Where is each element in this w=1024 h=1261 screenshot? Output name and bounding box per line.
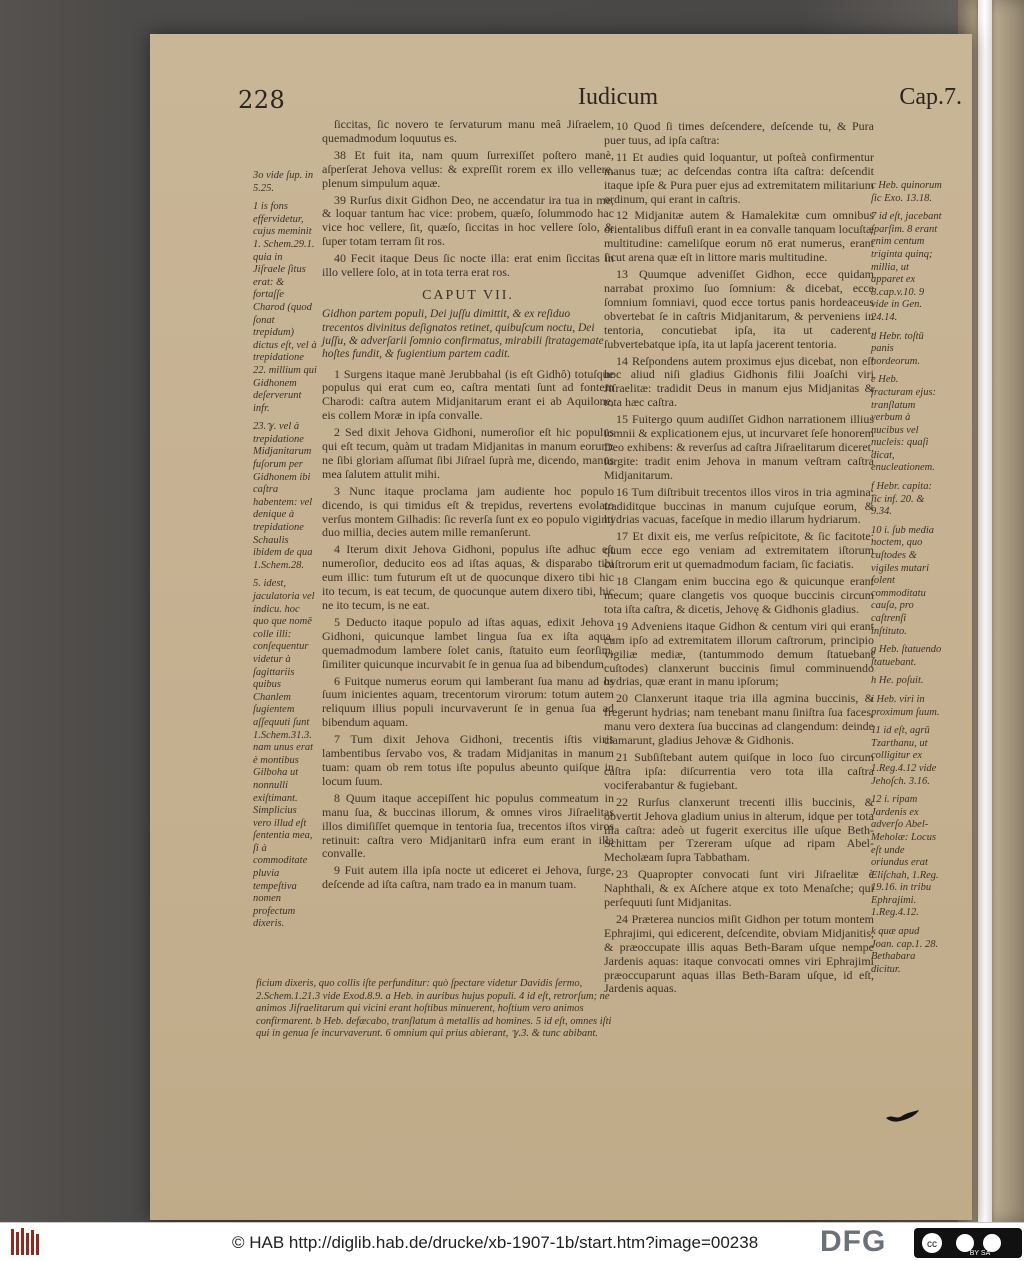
left-text-column	[322, 118, 614, 895]
scanned-page	[150, 34, 972, 1220]
verse-paragraph: ſiccitas, ſic novero te ſervaturum manu meâ Jiſraelem, quemadmodum loquutus es.	[322, 117, 614, 145]
verse-paragraph: 7 Tum dixit Jehova Gidhoni, trecentis iſtis viris lambentibus ſervabo vos, & tradam Midjanitas in manum tuam: quam ob rem totus iſte populus abeunto quiſque in locum ſuum.	[322, 732, 614, 788]
verse-paragraph: 22 Rurſus clanxerunt trecenti illis buccinis, & obvertit Jehova gladium unius in alterum, idque per tota illa caſtra: adeò ut fugerit exercitus ille uſque Beth-Schittam per Tzereram uſque ad ripam Abel-Mecholæam ſupra Tabbatham.	[604, 794, 874, 865]
dfg-logo: DFG	[820, 1225, 887, 1258]
hab-library-icon	[10, 1227, 44, 1257]
viewer-footer	[0, 1222, 1024, 1261]
left-margin-notes	[253, 170, 317, 937]
margin-note: f Hebr. capita: ſic inf. 20. & 9.34.	[871, 481, 932, 518]
verse-paragraph: 5 Deducto itaque populo ad iſtas aquas, edixit Jehova Gidhoni, quicunque lambet lingua ſua ex iſta aqua, quemadmodum lambere ſolet canis, ſtatuito eum ſeorſim, ſimiliter quicunque incurvabit ſe in genua ſua ad bibendum.	[322, 614, 614, 671]
verse-paragraph: 24 Præterea nuncios miſit Gidhon per totum montem Ephrajimi, qui edicerent, deſcendite, obviam Midjanitis, & præoccupate illis aquas Beth-Baram uſque nempe Jardenis aquas: itaque convocati omnes viri Ephrajimi præoccuparunt aquas illas Beth-Baram uſque, id eſt, Jardenis aquas.	[604, 911, 874, 996]
verse-paragraph: 12 Midjanitæ autem & Hamalekitæ cum omnibus orientalibus diffuſi erant in ea convalle tanquam locuſtæ multitudine: cameliſque eorum nō erat numerus, erant ſicut arena quæ eſt in littore maris multitudine.	[604, 208, 874, 265]
ink-blot-icon	[884, 1106, 922, 1124]
verse-paragraph: 3 Nunc itaque proclama jam audiente hoc populo dicendo, is qui timidus eſt & trepidus, revertens evolato verſus montem Gilhadis: ſic reverſa ſunt ex eo populo viginti duo millia, decies autem mille remanſerunt.	[322, 483, 614, 540]
page-number: 228	[238, 86, 286, 114]
page-divider-strip	[978, 0, 992, 1222]
verse-paragraph: 40 Fecit itaque Deus ſic nocte illa: erat enim ſiccitas in illo vellere ſolo, at in tota terra erat ros.	[322, 251, 614, 280]
verse-paragraph: 10 Quod ſi times deſcendere, deſcende tu, & Pura puer tuus, ad ipſa caſtra:	[604, 119, 874, 147]
margin-note: e Heb. fracturam ejus: tranſlatum verbum à nucibus vel nucleis: quaſi dicat, enucleationem.	[871, 374, 937, 474]
verse-paragraph: 18 Clangam enim buccina ego & quicunque erant mecum; quare clangetis vos quoque buccinis circum tota iſta caſtra, & dicetis, Jehovę & Gidhonis gladius.	[604, 574, 874, 616]
chapter-mark: Cap.7.	[899, 84, 962, 110]
margin-note: k quæ apud Joan. cap.1. 28. Bethabara dicitur.	[871, 926, 939, 975]
margin-note: 5. idest, jaculatoria vel indicu. hoc quo que nomē colle illi: conſequentur videtur à ſagittariis quibus Chanlem ſugientem aſſequuti ſunt 1.Schem.31.3. nam unus erat è montibus Gilboha ut nonnulli exiſtimant. Simplicius vero illud eſt ſententia mea, ſi à commoditate pluvia tempeſtiva nomen profectum dixeris.	[253, 578, 315, 930]
right-margin-notes	[871, 180, 943, 982]
verse-paragraph: 4 Iterum dixit Jehova Gidhoni, populus iſte adhuc eſt numeroſior, deducito eos ad iſtas aquas, & disparabo tibi eum illic: tum futurum eſt ut de quocunque dixero tibi hic ito tecum, is eat tecum, de quocunque autem dixero tibi, hic ne ito tecum, is ne eat.	[322, 542, 614, 613]
margin-note: 12 i. ripam Jardenis ex adverſo Abel-Meholæ: Locus eſt unde oriundus erat Eliſchah, 1.Reg. 19.16. in tribu Ephrajimi. 1.Reg.4.12.	[871, 794, 939, 919]
cc-license-label: BY SA	[969, 1250, 991, 1257]
right-text-column	[604, 120, 874, 999]
verse-paragraph: 23 Quapropter convocati ſunt viri Jiſraelitæ è Naphthali, & ex Aſchere atque ex toto Menaſche; qui perſequuti ſunt Midjanitas.	[604, 867, 874, 910]
margin-note: 1 is fons effervidetur, cujus meminit 1. Schem.29.1. quia in Jiſraele ſitus erat: & fortaſſe Charod (quod ſonat trepidum) dictus eſt, vel à trepidatione 22. millium qui Gidhonem deſerverunt infr.	[253, 201, 317, 414]
verse-paragraph: 13 Quumque adveniſſet Gidhon, ecce quidam narrabat proximo ſuo ſomnium: & dicebat, ecce ſomnium ſomniavi, quod ecce tortus panis hordeaceus obvertebat ſe in caſtris Midjanitarum, & perveniens in tentoria, concutiebat ipſa, ita ut caderent, ſubvertebatque ipſa, ita ut lapſa jacerent tentoria.	[604, 267, 874, 351]
margin-note: g Heb. ſtatuendo ſtatuebant.	[871, 644, 942, 668]
verse-paragraph: 8 Quum itaque accepiſſent hic populus commeatum in manu ſua, & buccinas illorum, & omnes viros Jiſraelitas illos dimiſiſſet quemque in tentoria ſua, trecentos iſtos viros retinuit: caſtra vero Midjanitarū infra eum erant in illa convalle.	[322, 790, 614, 861]
margin-note: i Heb. viri in proximum ſuum.	[871, 693, 940, 718]
margin-note: 10 i. ſub media noctem, quo cuſtodes & vigiles mutari ſolent commoditatu cauſa, pro caſtrenſi inſtituto.	[871, 524, 934, 637]
margin-note: d Hebr. toſtū panis hordeorum.	[871, 330, 924, 367]
verse-paragraph: 2 Sed dixit Jehova Gidhoni, numeroſior eſt hic populus qui eſt tecum, quàm ut tradam Midjanitas in manum eorum: ne ſibi gloriam aſſumat ſibi Jiſrael ſuprà me, dicendo, manus mea ſalutem attulit mihi.	[322, 425, 614, 481]
verse-paragraph: 9 Fuit autem illa ipſa nocte ut ediceret ei Jehova, ſurge, deſcende ad iſta caſtra, nam trado ea in manum tuam.	[322, 863, 614, 892]
verse-paragraph: 19 Adveniens itaque Gidhon & centum viri qui erant cum ipſo ad extremitatem illorum caſtrorum, principio vigiliæ mediæ, (tantummodo demum ſtatuebant cuſtodes) clanxerunt buccinis ſimul comminuendo hydrias, quæ erant in manu ipſorum;	[604, 618, 874, 689]
creative-commons-icon	[914, 1228, 1022, 1258]
copyright-url: © HAB http://diglib.hab.de/drucke/xb-1907-1b/start.htm?image=00238	[232, 1233, 759, 1252]
verse-paragraph: 14 Reſpondens autem proximus ejus dicebat, non eſt hoc aliud niſi gladius Gidhonis filii Joaſchi viri Jiſraelitæ: tradidit Deus in manum ejus Midjanitas & tota hæc caſtra.	[604, 353, 874, 410]
verse-paragraph: 15 Fuitergo quum audiſſet Gidhon narrationem illius ſomnii & explicationem ejus, ut incurvaret ſeſe honorem Deo exhibens: & reverſus ad caſtra Jiſraelitarum diceret, ſurgite: tradit enim Jehova in manum veſtram caſtra Midjanitarum.	[604, 412, 874, 482]
verse-paragraph: 16 Tum diſtribuit trecentos illos viros in tria agmina: tradiditque buccinas in manum cujuſque eorum, & hydrias vacuas, faceſque in medio illarum hydriarum.	[604, 484, 874, 527]
svg-text:cc: cc	[927, 1239, 937, 1250]
margin-note: 3o vide ſup. in 5.25.	[253, 170, 314, 194]
verse-paragraph: 20 Clanxerunt itaque tria illa agmina buccinis, & fregerunt hydrias; nam tenebant manu ſiniſtra ſua faces, manu vero dextera ſua buccinas ad clangendum: deinde clamarunt, gladius Jehovæ & Gidhonis.	[604, 691, 874, 748]
verse-paragraph: 39 Rurſus dixit Gidhon Deo, ne accendatur ira tua in me, & loquar tantum hac vice: probem, quæſo, ſolummodo hac vice hoc vellere, ſit, quæſo, ſiccitas in hoc vellere ſolo, & ſuper totam terram ſit ros.	[322, 192, 614, 249]
margin-note: c Heb. quinorum ſic Exo. 13.18.	[871, 180, 942, 204]
chapter-heading: CAPUT VII.	[422, 287, 514, 303]
verse-paragraph: 17 Et dixit eis, me verſus reſpicitote, & ſic facitote: quum ecce ego veniam ad extremitatem iſtorum caſtrorum erit ut quemadmodum faciam, ſic faciatis.	[604, 529, 874, 572]
chapter-summary: Gidhon partem populi, Dei juſſu dimittit, & ex reſiduo trecentos divinitus deſignatos retinet, quibuſcum noctu, Dei juſſu, & adverſarii ſomnio confirmatus, mirabili ſtratagemate hoſtes fundit, & fugientium partem cadit.	[322, 308, 604, 361]
footnotes: ficium dixeris, quo collis iſte perfunditur: quò ſpectare videtur Davidis ſermo, 2.Schem.1.21.3 vide Exod.8.9. a Heb. in auribus hujus populi. 4 id eſt, retrorſum; ne animos Jiſraelitarum qui vicini erant hoſtibus minuerent, hoſtium vero animos confirmarent. b Heb. defæcabo, tranſlatum à metallis ad homines. 5 id eſt, omnes iſti qui in genua ſe incurvaverunt. 6 omnium qui prius abierant, ℽ.3. & tunc abibant.	[256, 978, 612, 1040]
verse-paragraph: 6 Fuitque numerus eorum qui lamberant ſua manu ad os ſuum inicientes aquam, trecentorum virorum: totum autem reliquum illius populi incurvaverunt ſe in genua ſua ad bibendum aquam.	[322, 673, 614, 730]
verse-paragraph: 21 Subſiſtebant autem quiſque in loco ſuo circum caſtra ipſa: diſcurrentia vero tota illa caſtra vociferabantur & fugiebant.	[604, 749, 874, 792]
margin-note: 7 id eſt, jacebant ſparſim. 8 erant enim centum triginta quinq; millia, ut apparet ex 8.cap.v.10. 9 vide in Gen. 24.14.	[871, 211, 942, 323]
margin-note: h He. poſuit.	[871, 675, 924, 687]
margin-note: 23.ℽ. vel à trepidatione Midjanitarum fuſorum per Gidhonem ibi caſtra habentem: vel denique à trepidatione Schaulis ibidem de qua 1.Schem.28.	[253, 421, 313, 571]
margin-note: 11 id eſt, agrū Tzarthanu, ut colligitur ex 1.Reg.4.12 vide Jehoſch. 3.16.	[871, 725, 937, 787]
verse-paragraph: 38 Et fuit ita, nam quum ſurrexiſſet poſtero manè, aſperſerat Jehova vellus: & expreſſit rorem ex illo vellere, plenum simpulum aquæ.	[322, 147, 614, 190]
verse-paragraph: 1 Surgens itaque manè Jerubbahal (is eſt Gidhô) totuſque populus qui erat cum eo, caſtra mentati ſunt ad fontem Charodi: caſtra autem Midjanitarum erant ei ab Aquilone, eis collem Moræ in ipſa convalle.	[322, 366, 614, 423]
verse-paragraph: 11 Et audies quid loquantur, ut poſteà confirmentur manus tuæ; ac deſcendas contra iſta caſtra: deſcendit itaque ipſe & Pura puer ejus ad extremitatem militarium ordinum, qui erant in caſtris.	[604, 149, 874, 206]
running-title: Iudicum	[578, 84, 658, 110]
